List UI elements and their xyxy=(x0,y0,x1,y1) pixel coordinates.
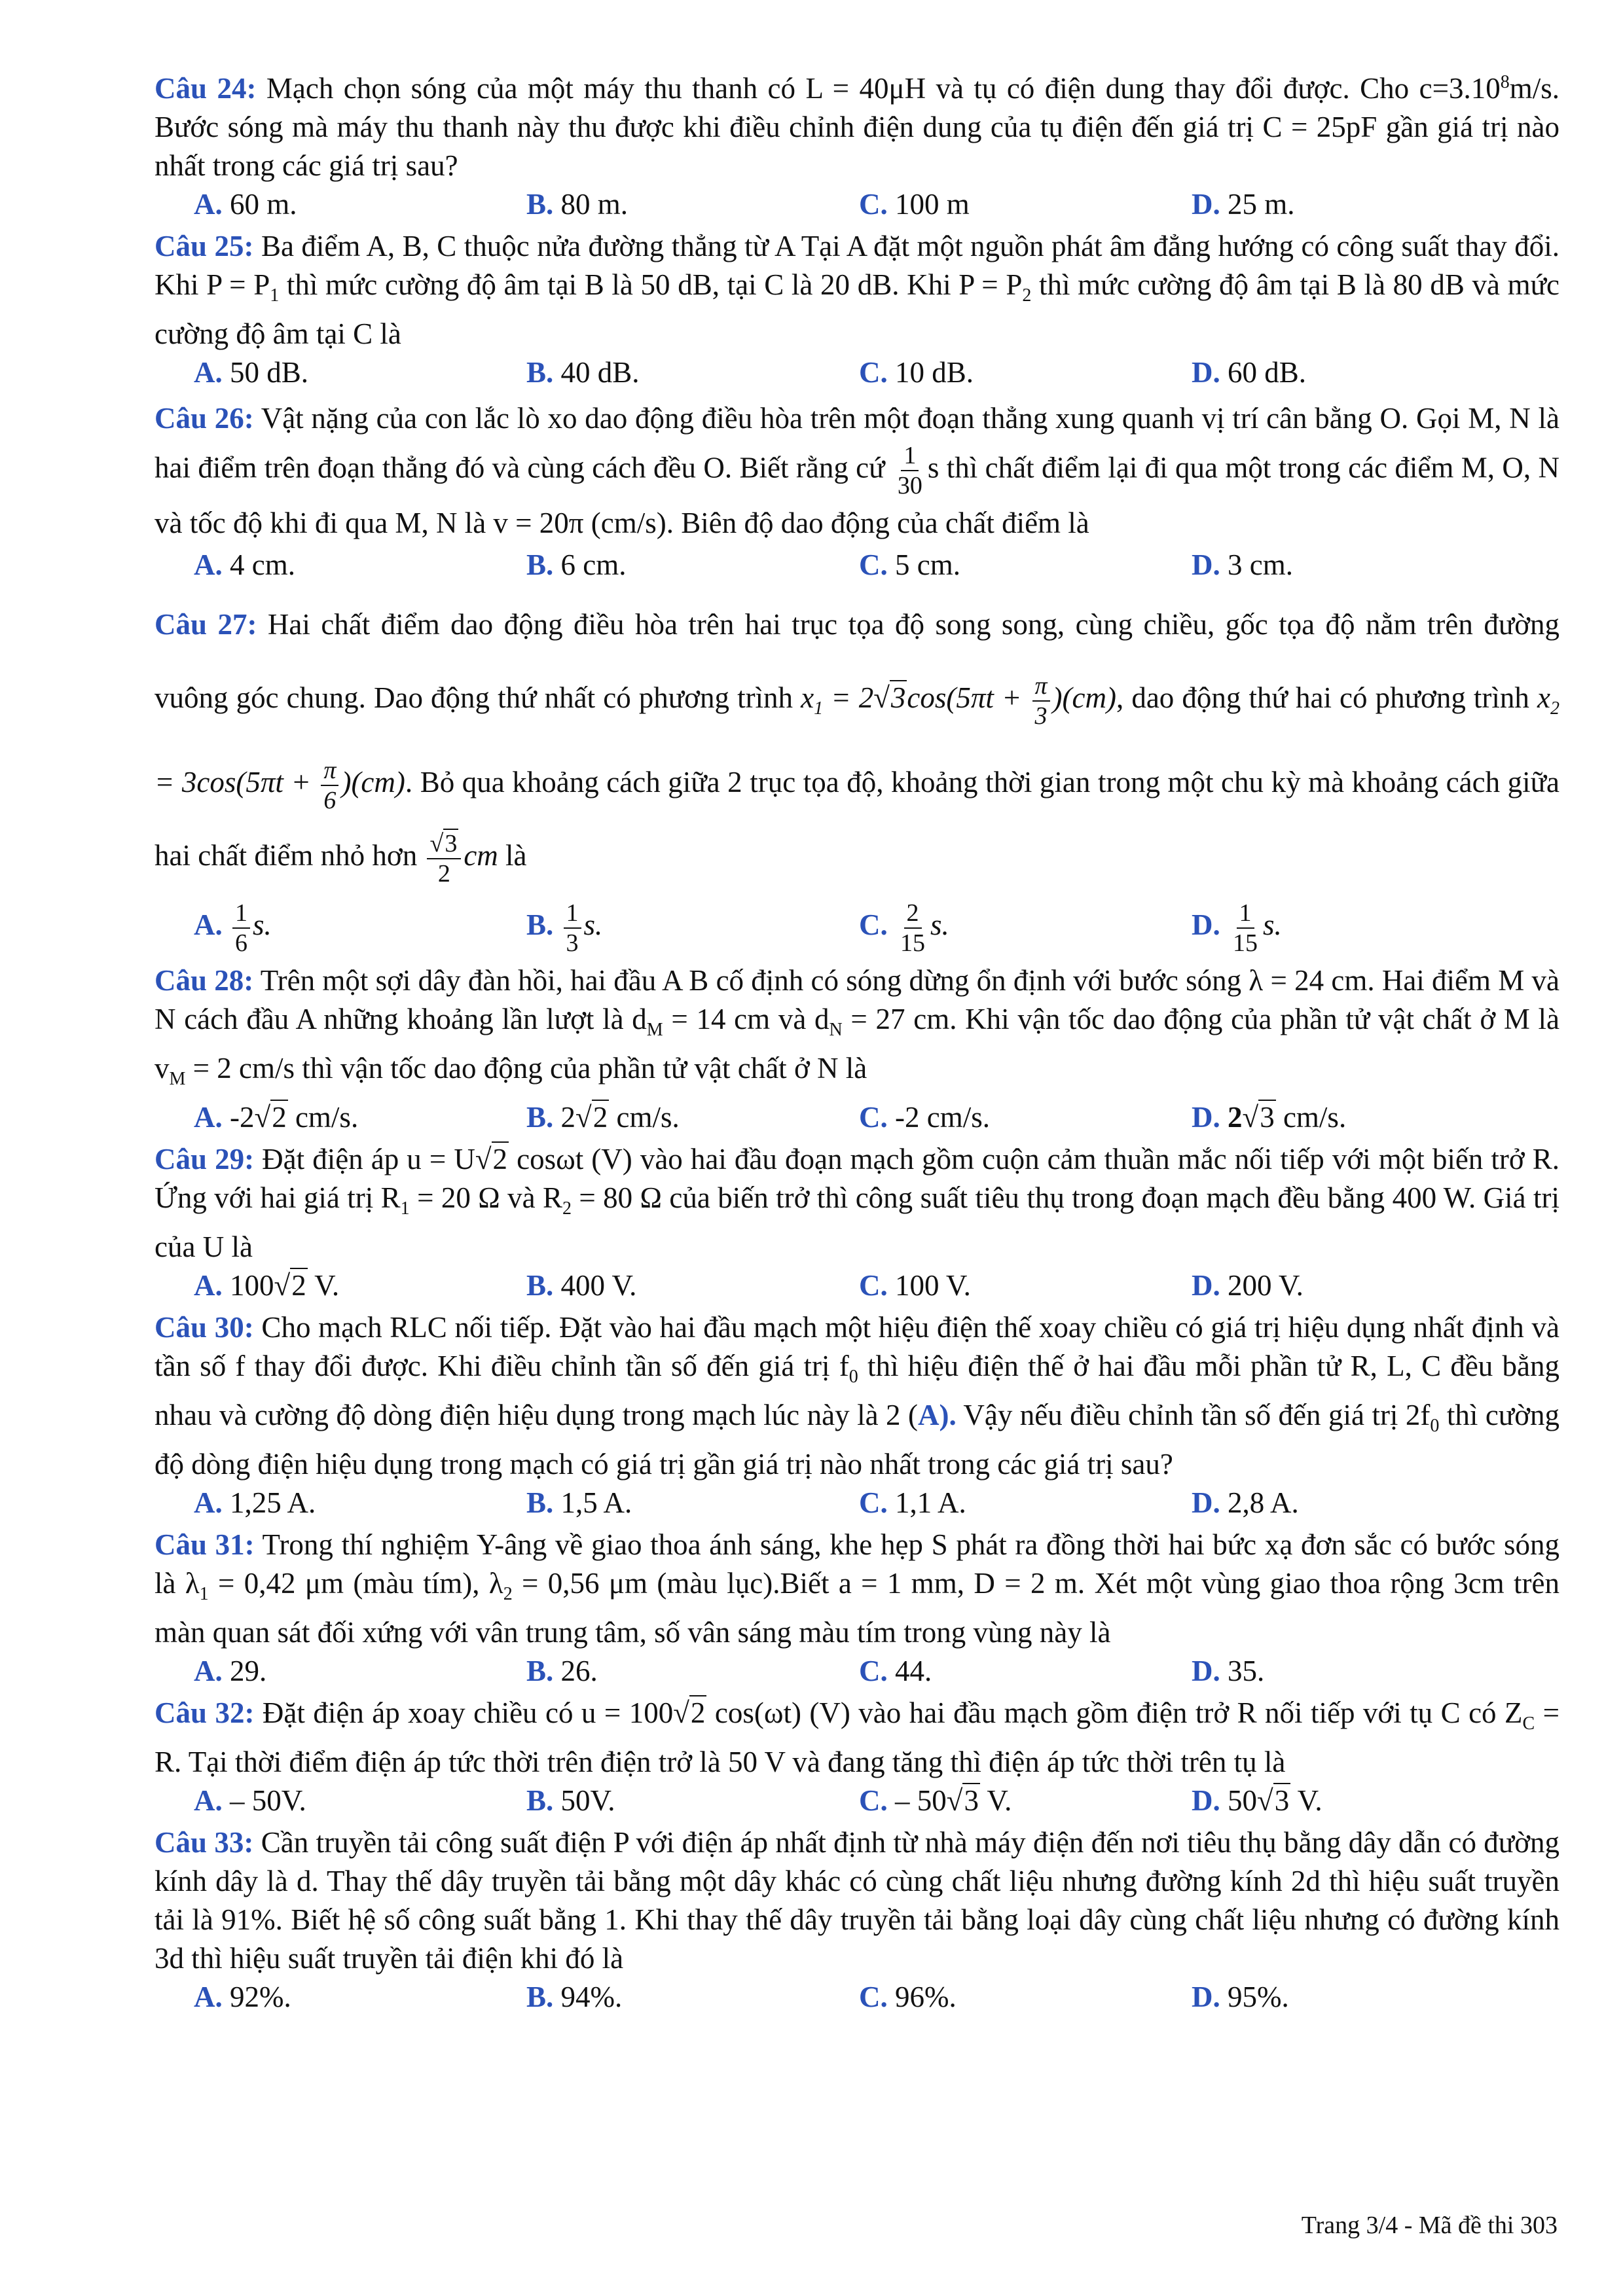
equation-x2: $x_2 = 3\cos(5\pi t$ + $\frac{\pi}{6}$ )(cm) xyxy=(155,681,1559,814)
question-label: Câu 26: xyxy=(155,402,254,435)
option-b[interactable]: B. 50V. xyxy=(526,1784,615,1817)
question-label: Câu 32: xyxy=(155,1696,255,1729)
option-a[interactable]: A. 92%. xyxy=(194,1981,291,2013)
option-c[interactable]: C. $\frac{2}{15}$ s. xyxy=(859,899,949,957)
question-30: Câu 30: Cho mạch RLC nối tiếp. Đặt vào hai đầu mạch một hiệu điện thế xoay chiều có giá trị hiệu dụng nhất định và tần số f thay đổi được. Khi điều chỉnh tần số đến giá trị $f_0$ thì hiệu điện thế ở hai đầu mỗi phần tử R, L, C đều bằng nhau và cường độ dòng điện hiệu dụng trong mạch lúc này là 2 (A). Vậy nếu điều chỉnh tần số đến giá trị $2f_0$ thì cường độ dòng điện hiệu dụng trong mạch có giá trị gần giá trị nào nhất trong các giá trị sau? xyxy=(155,1311,1559,1480)
answer-options xyxy=(155,546,1559,584)
question-label: Câu 28: xyxy=(155,964,254,997)
fraction: $\frac{√3}{2}$ xyxy=(427,829,461,888)
fraction: $\frac{1}{30}$ xyxy=(897,442,922,499)
answer-options xyxy=(155,185,1559,223)
option-a[interactable]: A. – 50V. xyxy=(194,1784,306,1817)
option-b[interactable]: B. $\frac{1}{3}$ s. xyxy=(526,899,603,957)
option-a[interactable]: A. 29. xyxy=(194,1655,267,1687)
answer-options xyxy=(155,1652,1559,1690)
option-b[interactable]: B. 26. xyxy=(526,1655,598,1687)
option-a[interactable]: A. 60 m. xyxy=(194,188,297,221)
question-label: Câu 30: xyxy=(155,1311,254,1344)
option-b[interactable]: B. 2√2 cm/s. xyxy=(526,1101,680,1134)
option-a[interactable]: A. 100√2 V. xyxy=(194,1269,340,1302)
option-c[interactable]: C. 10 dB. xyxy=(859,356,974,389)
voltage-equation: U√2 cosωt xyxy=(454,1143,584,1175)
answer-options xyxy=(155,892,1559,958)
option-c[interactable]: C. 100 V. xyxy=(859,1269,971,1302)
option-d[interactable]: D. 3 cm. xyxy=(1192,548,1293,581)
option-b[interactable]: B. 40 dB. xyxy=(526,356,640,389)
question-24: Câu 24: Mạch chọn sóng của một máy thu thanh có L = 40μH và tụ có điện dung thay đổi được. Cho $c=3.10^8m/s$. Bước sóng mà máy thu thanh này thu được khi điều chỉnh điện dung của tụ điện đến giá trị C = 25pF gần giá trị nào nhất trong các giá trị sau? xyxy=(155,72,1560,182)
option-c[interactable]: C. 96%. xyxy=(859,1981,957,2013)
answer-options xyxy=(155,1266,1559,1304)
answer-options xyxy=(155,353,1559,391)
question-31: Câu 31: Trong thí nghiệm Y-âng về giao thoa ánh sáng, khe hẹp S phát ra đồng thời hai bức xạ đơn sắc có bước sóng là $\lambda_1 = 0,42$ μm (màu tím), $\lambda_2 = 0,56$ μm (màu lục).Biết a = 1 mm, D = 2 m. Xét một vùng giao thoa rộng 3cm trên màn quan sát đối xứng với vân trung tâm, số vân sáng màu tím trong vùng này là xyxy=(155,1528,1559,1649)
option-b[interactable]: B. 80 m. xyxy=(526,188,629,221)
option-c[interactable]: C. 44. xyxy=(859,1655,932,1687)
question-label: Câu 25: xyxy=(155,230,254,262)
answer-options xyxy=(155,1484,1559,1522)
option-d[interactable]: D. 2√3 cm/s. xyxy=(1192,1101,1347,1134)
exam-page xyxy=(155,63,1559,2020)
question-28: Câu 28: Trên một sợi dây đàn hồi, hai đầu A B cố định có sóng dừng ổn định với bước sóng λ = 24 cm. Hai điểm M và N cách đầu A những khoảng lần lượt là $d_M = 14$ cm và $d_N = 27$ cm. Khi vận tốc dao động của phần tử vật chất ở M là $v_M = 2$ cm/s thì vận tốc dao động của phần tử vật chất ở N là xyxy=(155,964,1560,1089)
option-c[interactable]: C. -2 cm/s. xyxy=(859,1101,990,1134)
option-d[interactable]: D. 2,8 A. xyxy=(1192,1486,1299,1519)
option-b[interactable]: B. 6 cm. xyxy=(526,548,627,581)
question-label: Câu 27: xyxy=(155,608,257,641)
option-a[interactable]: A. 4 cm. xyxy=(194,548,295,581)
question-33: Câu 33: Cần truyền tải công suất điện P với điện áp nhất định từ nhà máy điện đến nơi tiêu thụ bằng dây dẫn có đường kính dây là d. Thay thế dây truyền tải bằng một dây khác có cùng chất liệu nhưng đường kính 2d thì hiệu suất truyền tải là 91%. Biết hệ số công suất bằng 1. Khi thay thế dây truyền tải bằng loại dây cùng chất liệu nhưng có đường kính 3d thì hiệu suất truyền tải điện khi đó là xyxy=(155,1826,1559,1975)
option-d[interactable]: D. 25 m. xyxy=(1192,188,1295,221)
question-25: Câu 25: Ba điểm A, B, C thuộc nửa đường thẳng từ A Tại A đặt một nguồn phát âm đẳng hướng có công suất thay đổi. Khi $P = P_1$ thì mức cường độ âm tại B là 50 dB, tại C là 20 dB. Khi $P = P_2$ thì mức cường độ âm tại B là 80 dB và mức cường độ âm tại C là xyxy=(155,230,1559,350)
question-26: Câu 26: Vật nặng của con lắc lò xo dao động điều hòa trên một đoạn thẳng xung quanh vị trí cân bằng O. Gọi M, N là hai điểm trên đoạn thẳng đó và cùng cách đều O. Biết rằng cứ $\frac{1}{30}$ s thì chất điểm lại đi qua một trong các điểm M, O, N và tốc độ khi đi qua M, N là v = 20π (cm/s). Biên độ dao động của chất điểm là xyxy=(155,402,1560,539)
answer-options xyxy=(155,1098,1559,1136)
equation-x1: $x_1 = 2√3\cos(5\pi t$ + $\frac{\pi}{3}$ )(cm) xyxy=(801,672,1116,730)
question-27: Câu 27: Hai chất điểm dao động điều hòa trên hai trục tọa độ song song, cùng chiều, gốc tọa độ nằm trên đường vuông góc chung. Dao động thứ nhất có phương trình $x_1 = 2√3\cos(5\pi t$ + $\frac{\pi}{3}$ )(cm), dao động thứ hai có phương trình $x_2 = 3\cos(5\pi t$ + $\frac{\pi}{6}$ )(cm). Bỏ qua khoảng cách giữa 2 trục tọa độ, khoảng thời gian trong một chu kỳ mà khoảng cách giữa hai chất điểm nhỏ hơn $\frac{√3}{2}$ cm là xyxy=(155,608,1560,888)
option-a[interactable]: A. 50 dB. xyxy=(194,356,309,389)
question-label: Câu 24: xyxy=(155,72,257,105)
option-b[interactable]: B. 94%. xyxy=(526,1981,623,2013)
option-d[interactable]: D. $\frac{1}{15}$ s. xyxy=(1192,899,1282,957)
option-b[interactable]: B. 400 V. xyxy=(526,1269,637,1302)
question-29: Câu 29: Đặt điện áp u = U√2 cosωt (V) vào hai đầu đoạn mạch gồm cuộn cảm thuần mắc nối tiếp với một biến trở R. Ứng với hai giá trị $R_1 = 20$ Ω và $R_2 = 80$ Ω của biến trở thì công suất tiêu thụ trong đoạn mạch đều bằng 400 W. Giá trị của U là xyxy=(155,1143,1560,1263)
option-a[interactable]: A. 1,25 A. xyxy=(194,1486,316,1519)
option-a[interactable]: A. -2√2 cm/s. xyxy=(194,1101,359,1134)
option-d[interactable]: D. 60 dB. xyxy=(1192,356,1307,389)
question-label: Câu 29: xyxy=(155,1143,255,1175)
option-d[interactable]: D. 95%. xyxy=(1192,1981,1289,2013)
option-c[interactable]: C. 100 m xyxy=(859,188,970,221)
option-d[interactable]: D. 200 V. xyxy=(1192,1269,1304,1302)
question-32: Câu 32: Đặt điện áp xoay chiều có u = 100√2 cos(ωt) (V) vào hai đầu mạch gồm điện trở R nối tiếp với tụ C có $Z_C = R$. Tại thời điểm điện áp tức thời trên điện trở là 50 V và đang tăng thì điện áp tức thời trên tụ là xyxy=(155,1696,1559,1778)
option-c[interactable]: C. 5 cm. xyxy=(859,548,960,581)
option-c[interactable]: C. – 50√3 V. xyxy=(859,1784,1012,1817)
question-label: Câu 31: xyxy=(155,1528,255,1561)
question-label: Câu 33: xyxy=(155,1826,254,1859)
option-c[interactable]: C. 1,1 A. xyxy=(859,1486,966,1519)
option-b[interactable]: B. 1,5 A. xyxy=(526,1486,632,1519)
option-a[interactable]: A. $\frac{1}{6}$ s. xyxy=(194,899,272,957)
option-d[interactable]: D. 50√3 V. xyxy=(1192,1784,1322,1817)
page-footer: Trang 3/4 - Mã đề thi 303 xyxy=(1301,2212,1558,2239)
option-d[interactable]: D. 35. xyxy=(1192,1655,1265,1687)
answer-options xyxy=(155,1782,1559,1820)
answer-options xyxy=(155,1978,1559,2016)
